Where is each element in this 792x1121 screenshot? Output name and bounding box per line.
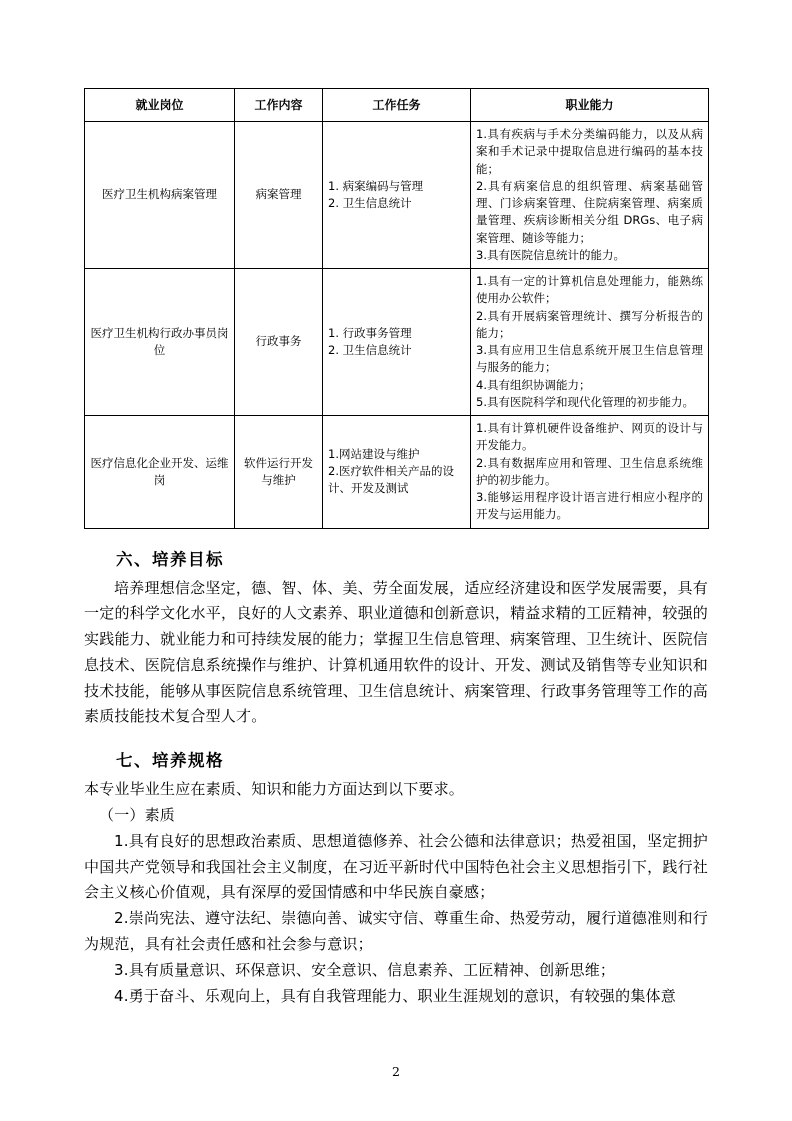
task-item: 1.网站建设与维护 [328,446,420,461]
quality-item: 4.勇于奋斗、乐观向上，具有自我管理能力、职业生涯规划的意识，有较强的集体意 [114,986,676,1005]
cell-tasks [323,122,471,269]
ability-item: 1.具有一定的计算机信息处理能力，能熟练使用办公软件； [476,274,703,306]
ability-item: 2.具有病案信息的组织管理、病案基础管理、门诊病案管理、住院病案管理、病案质量管理、疾病诊断相关分组 DRGs、电子病案管理、随诊等能力； [476,178,703,245]
ability-item: 5.具有医院科学和现代化管理的初步能力。 [476,394,694,409]
ability-item: 3.具有医院信息统计的能力。 [476,247,625,262]
cell-abilities [471,269,709,416]
ability-item: 4.具有组织协调能力； [476,377,591,392]
column-header-tasks: 工作任务 [323,89,471,122]
cell-position: 医疗卫生机构病案管理 [85,122,235,269]
column-header-abilities: 职业能力 [471,89,709,122]
quality-item: 3.具有质量意识、环保意识、安全意识、信息素养、工匠精神、创新思维； [114,960,616,979]
task-item: 1. 病案编码与管理 [328,178,424,193]
ability-item: 2.具有数据库应用和管理、卫生信息系统维护的初步能力。 [476,455,703,487]
section-heading-training-objectives: 六、培养目标 [116,549,224,569]
table-row [85,122,709,269]
training-objectives-paragraph: 培养理想信念坚定，德、智、体、美、劳全面发展，适应经济建设和医学发展需要，具有一定的科学文化水平，良好的人文素养、职业道德和创新意识，精益求精的工匠精神，较强的实践能力、就业能力和可持续发展的能力；掌握卫生信息管理、病案管理、卫生统计、医院信息技术、医院信息系统操作与维护、计算机通用软件的设计、开发、测试及销售等专业知识和技术技能，能够从事医院信息系统管理、卫生信息统计、病案管理、行政事务管理等工作的高素质技能技术复合型人才。 [84,578,708,726]
ability-item: 1.具有疾病与手术分类编码能力，以及从病案和手术记录中提取信息进行编码的基本技能； [476,127,703,176]
ability-item: 3.能够运用程序设计语言进行相应小程序的开发与运用能力。 [476,490,703,522]
training-specifications-intro: 本专业毕业生应在素质、知识和能力方面达到以下要求。 [84,780,465,799]
section-heading-training-specifications: 七、培养规格 [116,751,224,771]
column-header-content: 工作内容 [235,89,323,122]
ability-item: 2.具有开展病案管理统计、撰写分析报告的能力； [476,308,703,340]
subsection-heading-quality: （一）素质 [99,806,176,825]
cell-position: 医疗信息化企业开发、运维岗 [85,416,235,529]
column-header-position: 就业岗位 [85,89,235,122]
task-item: 2. 卫生信息统计 [328,196,412,210]
table-row [85,416,709,529]
quality-item: 2.崇尚宪法、遵守法纪、崇德向善、诚实守信、尊重生命、热爱劳动，履行道德准则和行为规范，具有社会责任感和社会参与意识； [84,909,708,954]
cell-tasks [323,416,471,529]
quality-item: 1.具有良好的思想政治素质、思想道德修养、社会公德和法律意识；热爱祖国，坚定拥护中国共产党领导和我国社会主义制度，在习近平新时代中国特色社会主义思想指引下，践行社会主义核心价值观，具有深厚的爱国情感和中华民族自豪感； [84,831,708,902]
employment-positions-table [84,88,709,529]
ability-item: 1.具有计算机硬件设备维护、网页的设计与开发能力。 [476,421,703,453]
table-row [85,269,709,416]
table-header-row [85,89,709,122]
cell-tasks [323,269,471,416]
ability-item: 3.具有应用卫生信息系统开展卫生信息管理与服务的能力； [476,343,703,375]
cell-content: 病案管理 [235,122,323,269]
task-item: 1. 行政事务管理 [328,325,412,340]
cell-abilities [471,416,709,529]
cell-abilities [471,122,709,269]
cell-position: 医疗卫生机构行政办事员岗位 [85,269,235,416]
task-item: 2. 卫生信息统计 [328,343,412,357]
cell-content: 行政事务 [235,269,323,416]
cell-content: 软件运行开发与维护 [235,416,323,529]
task-item: 2.医疗软件相关产品的设计、开发及测试 [328,464,454,496]
page-number: 2 [392,1064,400,1079]
